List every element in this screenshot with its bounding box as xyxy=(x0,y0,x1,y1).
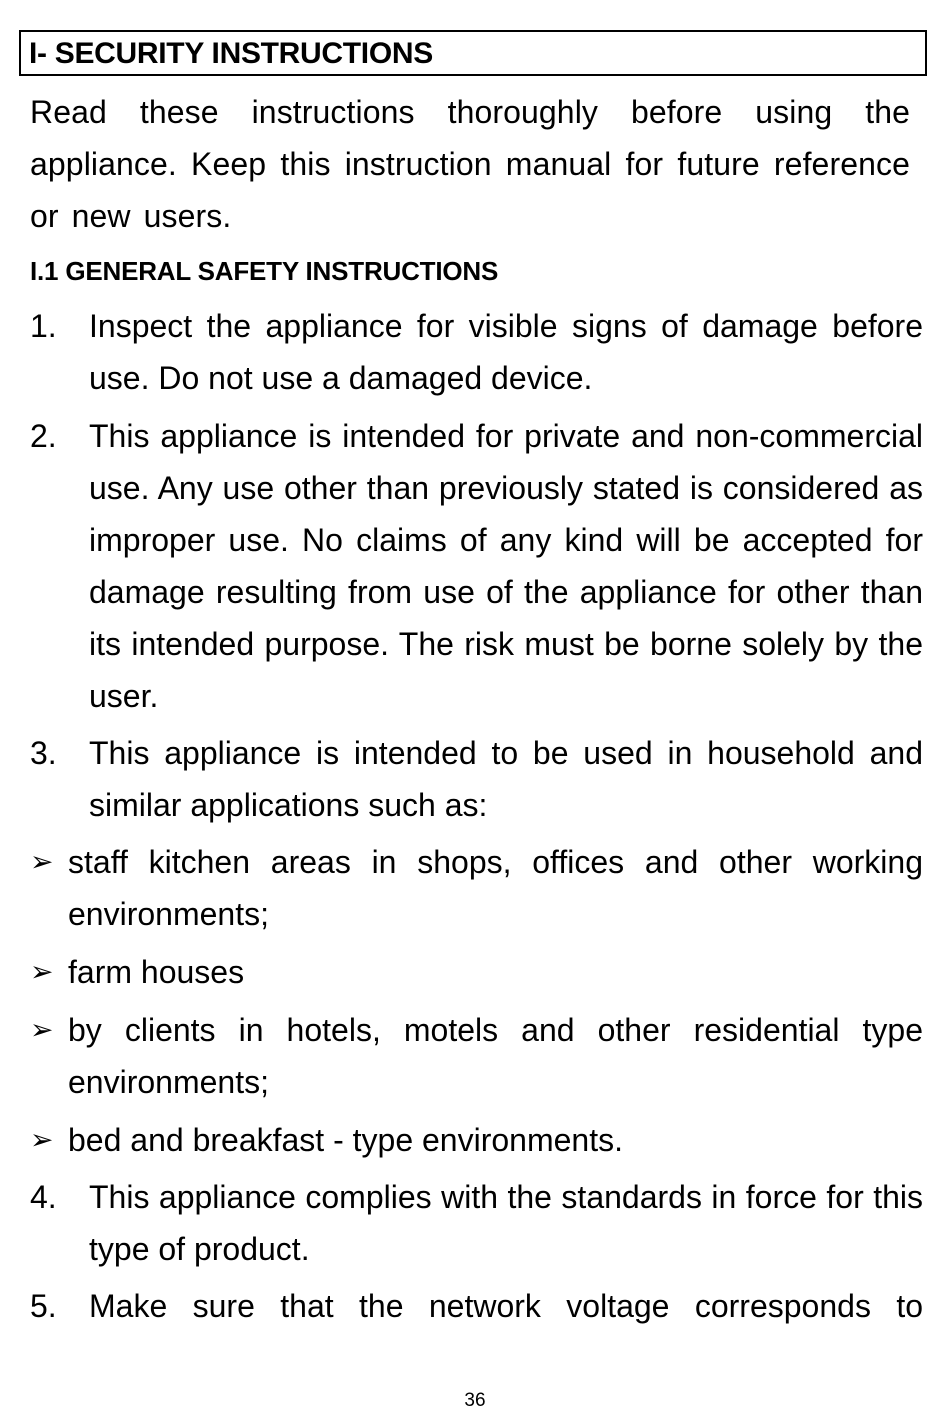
list-item-number: 3. xyxy=(30,735,57,771)
list-item xyxy=(30,300,923,404)
arrow-bullet-icon: ➢ xyxy=(30,1013,54,1046)
list-item-number: 5. xyxy=(30,1288,57,1324)
intro-paragraph: Read these instructions thoroughly before using the appliance. Keep this instruction manual for future reference or new users. xyxy=(30,94,910,234)
list-item-number: 4. xyxy=(30,1179,57,1215)
list-item-text: Inspect the appliance for visible signs of damage before use. Do not use a damaged device. xyxy=(89,308,923,396)
list-item xyxy=(30,1171,923,1275)
bullet-item xyxy=(30,836,923,940)
bullet-item-text: staff kitchen areas in shops, offices and other working environments; xyxy=(68,844,923,932)
list-item-text: This appliance is intended to be used in household and similar applications such as: xyxy=(89,735,923,823)
bullet-item-text: farm houses xyxy=(68,954,245,990)
list-item-number: 2. xyxy=(30,418,57,454)
list-item-text: This appliance complies with the standards in force for this type of product. xyxy=(89,1179,923,1267)
list-item-number: 1. xyxy=(30,308,57,344)
list-item-text: This appliance is intended for private and non-commercial use. Any use other than previously stated is considered as improper use. No claims of any kind will be accepted for damage resulting from use of the appliance for other than its intended purpose. The risk must be borne solely by the user. xyxy=(89,418,923,714)
arrow-bullet-icon: ➢ xyxy=(30,955,54,988)
subsection-title: I.1 GENERAL SAFETY INSTRUCTIONS xyxy=(30,256,499,286)
list-item xyxy=(30,727,923,831)
list-item xyxy=(30,410,923,722)
page-number: 36 xyxy=(464,1390,486,1411)
bullet-item-text: by clients in hotels, motels and other residential type environments; xyxy=(68,1012,923,1100)
bullet-item xyxy=(30,1004,923,1108)
arrow-bullet-icon: ➢ xyxy=(30,1123,54,1156)
arrow-bullet-icon: ➢ xyxy=(30,845,54,878)
list-item-text: Make sure that the network voltage corresponds to xyxy=(89,1288,923,1324)
list-item xyxy=(30,1280,923,1332)
bullet-item xyxy=(30,946,923,998)
bullet-item-text: bed and breakfast - type environments. xyxy=(68,1122,623,1158)
bullet-item xyxy=(30,1114,923,1166)
section-title: I- SECURITY INSTRUCTIONS xyxy=(29,37,433,70)
